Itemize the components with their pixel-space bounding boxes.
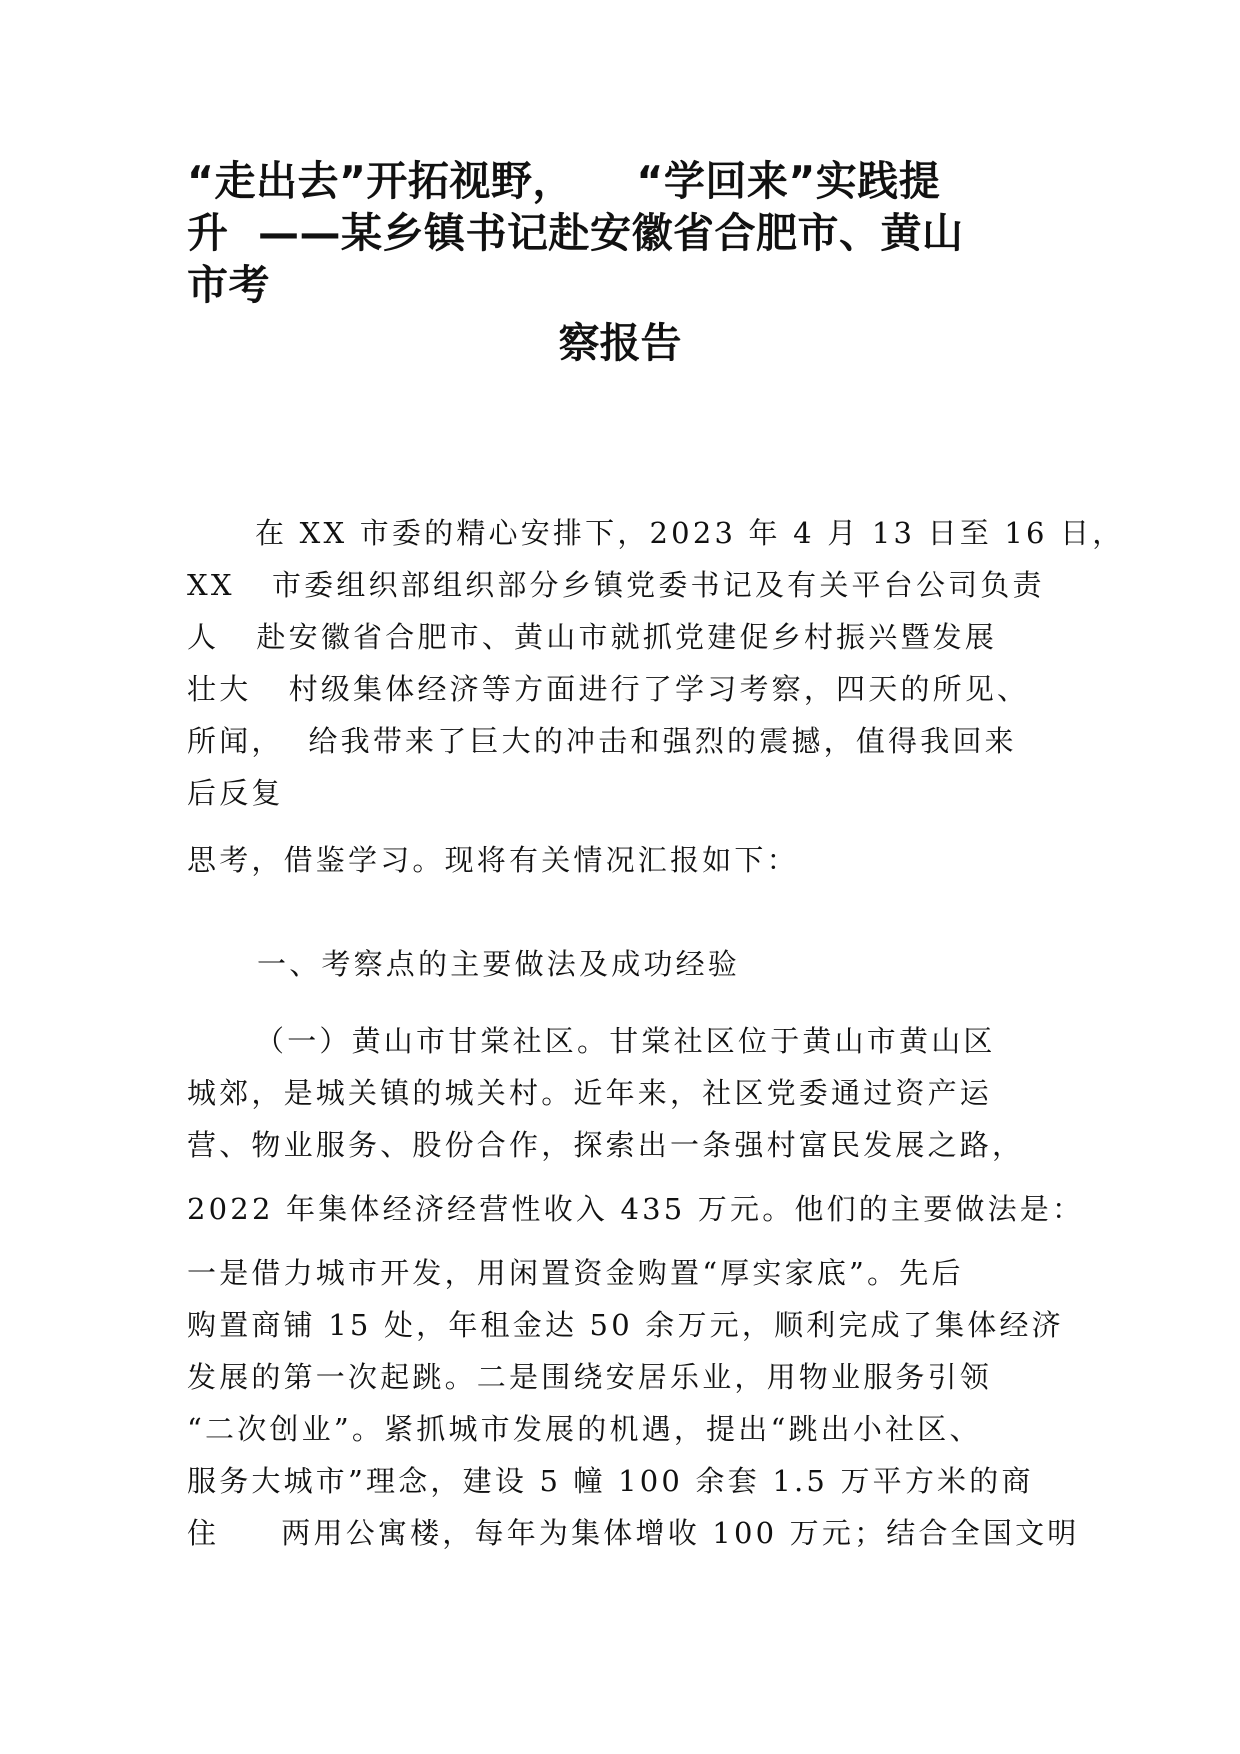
body-line-2: XX 市委组织部组织部分乡镇党委书记及有关平台公司负责	[187, 568, 1045, 602]
body-line-13: 一是借力城市开发，用闲置资金购置“厚实家底”。先后	[187, 1256, 964, 1290]
body-line-11: 营、物业服务、股份合作，探索出一条强村富民发展之路，	[187, 1128, 1025, 1162]
body-line-18: 住 两用公寓楼，每年为集体增收 100 万元；结合全国文明	[187, 1516, 1080, 1550]
body-line-10: 城郊，是城关镇的城关村。近年来，社区党委通过资产运	[187, 1076, 993, 1110]
body-line-3: 人 赴安徽省合肥市、黄山市就抓党建促乡村振兴暨发展	[187, 620, 998, 654]
body-line-12: 2022 年集体经济经营性收入 435 万元。他们的主要做法是：	[187, 1192, 1085, 1226]
body-line-17: 服务大城市”理念，建设 5 幢 100 余套 1.5 万平方米的商	[187, 1464, 1034, 1498]
body-line-15: 发展的第一次起跳。二是围绕安居乐业，用物业服务引领	[187, 1360, 993, 1394]
body-line-5: 所闻， 给我带来了巨大的冲击和强烈的震撼，值得我回来	[187, 724, 1017, 758]
title-line-3: 市考	[187, 261, 270, 309]
body-line-6: 后反复	[187, 776, 284, 810]
body-line-4: 壮大 村级集体经济等方面进行了学习考察，四天的所见、	[187, 672, 1030, 706]
title-line-4: 察报告	[558, 319, 682, 367]
section-heading: 一、考察点的主要做法及成功经验	[257, 947, 741, 981]
title-line-1: “走出去”开拓视野， “学回来”实践提	[187, 157, 941, 205]
body-line-16: “二次创业”。紧抓城市发展的机遇，提出“跳出小社区、	[187, 1412, 982, 1446]
title-line-2: 升 ——某乡镇书记赴安徽省合肥市、黄山	[187, 209, 964, 257]
body-line-7: 思考，借鉴学习。现将有关情况汇报如下：	[187, 843, 799, 877]
body-line-1: 在 XX 市委的精心安排下，2023 年 4 月 13 日至 16 日，	[255, 516, 1125, 550]
body-line-9: （一）黄山市甘棠社区。甘棠社区位于黄山市黄山区	[255, 1024, 996, 1058]
body-line-14: 购置商铺 15 处，年租金达 50 余万元，顺利完成了集体经济	[187, 1308, 1064, 1342]
